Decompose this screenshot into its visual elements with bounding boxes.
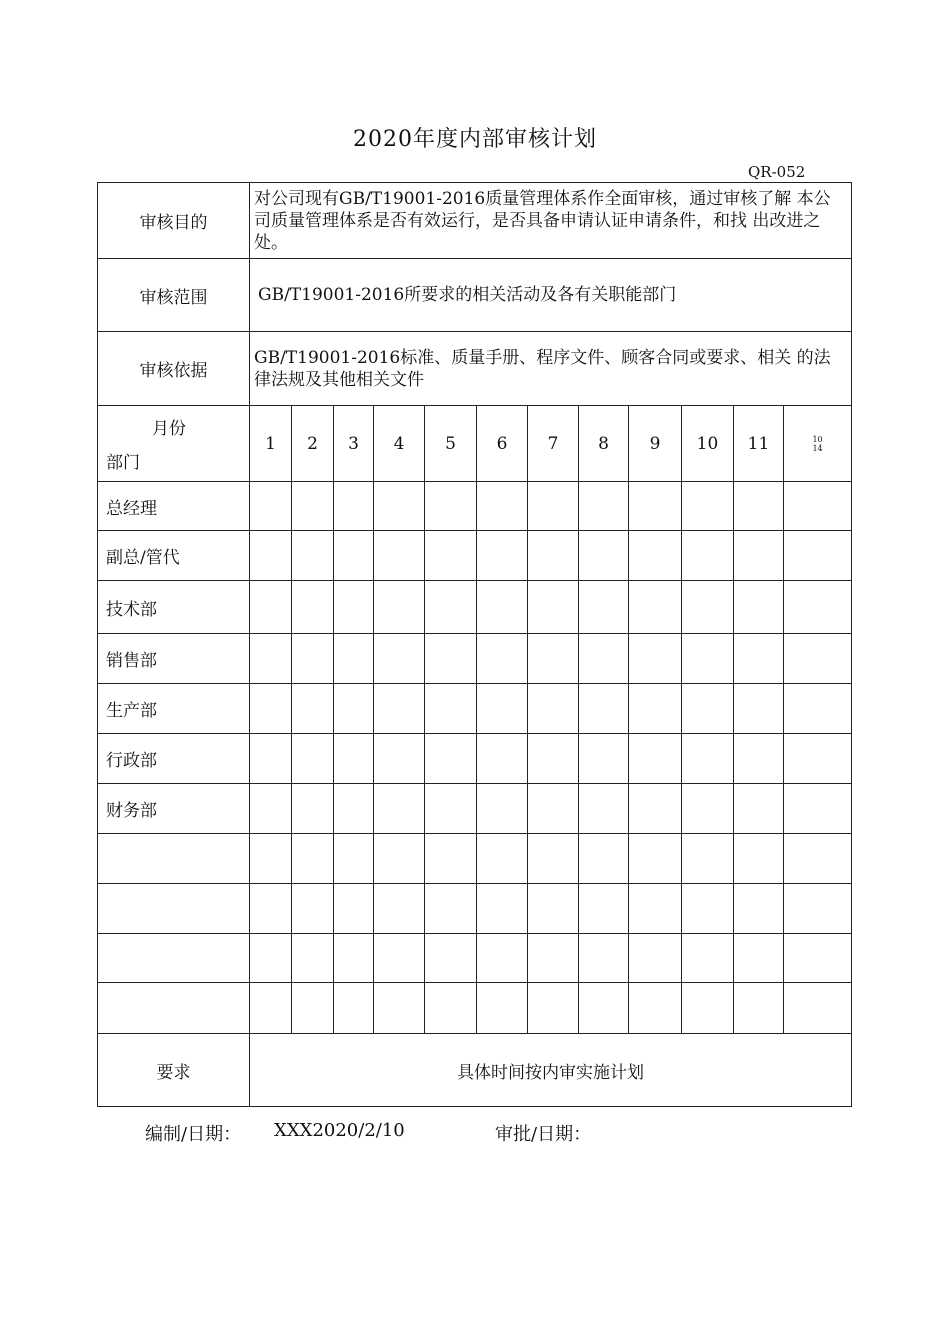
department-row xyxy=(98,634,852,684)
schedule-cell[interactable] xyxy=(250,934,292,983)
schedule-cell[interactable] xyxy=(334,834,374,884)
schedule-cell[interactable] xyxy=(250,734,292,784)
month-cell: 1 xyxy=(250,406,292,482)
department-name: 行政部 xyxy=(98,734,250,784)
schedule-cell[interactable] xyxy=(528,834,579,884)
schedule-cell[interactable] xyxy=(734,834,784,884)
month-cell: 2 xyxy=(292,406,334,482)
schedule-cell[interactable] xyxy=(629,531,682,581)
department-name xyxy=(98,884,250,934)
department-name: 总经理 xyxy=(98,482,250,531)
schedule-cell[interactable] xyxy=(292,884,334,934)
schedule-cell[interactable] xyxy=(629,684,682,734)
month-cell: 3 xyxy=(334,406,374,482)
schedule-cell[interactable] xyxy=(682,581,734,634)
schedule-cell[interactable] xyxy=(425,784,477,834)
department-name: 销售部 xyxy=(98,634,250,684)
schedule-cell[interactable] xyxy=(629,734,682,784)
schedule-cell[interactable] xyxy=(528,634,579,684)
basis-label: 审核依据 xyxy=(98,332,250,406)
schedule-cell[interactable] xyxy=(334,684,374,734)
scope-row xyxy=(98,259,852,332)
purpose-label: 审核目的 xyxy=(98,183,250,259)
department-row xyxy=(98,531,852,581)
schedule-cell[interactable] xyxy=(477,784,528,834)
basis-row xyxy=(98,332,852,406)
department-row xyxy=(98,482,852,531)
department-row xyxy=(98,581,852,634)
schedule-cell[interactable] xyxy=(477,884,528,934)
schedule-cell[interactable] xyxy=(682,634,734,684)
schedule-cell[interactable] xyxy=(528,482,579,531)
schedule-cell[interactable] xyxy=(784,834,852,884)
schedule-cell[interactable] xyxy=(374,634,425,684)
schedule-cell[interactable] xyxy=(629,983,682,1034)
schedule-cell[interactable] xyxy=(734,684,784,734)
schedule-cell[interactable] xyxy=(374,684,425,734)
document-code: QR-052 xyxy=(748,163,806,181)
schedule-cell[interactable] xyxy=(250,684,292,734)
schedule-cell[interactable] xyxy=(477,482,528,531)
prepared-value: XXX2020/2/10 xyxy=(274,1120,405,1141)
schedule-cell[interactable] xyxy=(784,934,852,983)
schedule-cell[interactable] xyxy=(682,934,734,983)
department-row xyxy=(98,884,852,934)
schedule-cell[interactable] xyxy=(477,983,528,1034)
scope-label: 审核范围 xyxy=(98,259,250,332)
schedule-cell[interactable] xyxy=(292,531,334,581)
department-rows xyxy=(98,482,852,1034)
department-row xyxy=(98,834,852,884)
schedule-cell[interactable] xyxy=(292,684,334,734)
schedule-cell[interactable] xyxy=(629,934,682,983)
month-cell: 5 xyxy=(425,406,477,482)
schedule-cell[interactable] xyxy=(629,634,682,684)
department-name: 技术部 xyxy=(98,581,250,634)
schedule-cell[interactable] xyxy=(734,934,784,983)
department-row xyxy=(98,684,852,734)
month-header-label: 月份 xyxy=(152,419,186,439)
schedule-cell[interactable] xyxy=(292,784,334,834)
schedule-cell[interactable] xyxy=(528,531,579,581)
schedule-cell[interactable] xyxy=(579,934,629,983)
schedule-cell[interactable] xyxy=(374,734,425,784)
schedule-cell[interactable] xyxy=(734,482,784,531)
schedule-cell[interactable] xyxy=(784,581,852,634)
schedule-cell[interactable] xyxy=(579,983,629,1034)
schedule-cell[interactable] xyxy=(784,884,852,934)
schedule-cell[interactable] xyxy=(477,531,528,581)
schedule-cell[interactable] xyxy=(334,734,374,784)
requirement-label: 要求 xyxy=(98,1034,250,1107)
schedule-cell[interactable] xyxy=(334,531,374,581)
schedule-cell[interactable] xyxy=(734,634,784,684)
schedule-cell[interactable] xyxy=(374,531,425,581)
schedule-cell[interactable] xyxy=(292,983,334,1034)
schedule-cell[interactable] xyxy=(682,784,734,834)
schedule-cell[interactable] xyxy=(477,684,528,734)
schedule-cell[interactable] xyxy=(579,684,629,734)
schedule-cell[interactable] xyxy=(734,581,784,634)
schedule-cell[interactable] xyxy=(528,784,579,834)
schedule-cell[interactable] xyxy=(784,482,852,531)
schedule-cell[interactable] xyxy=(374,784,425,834)
schedule-cell[interactable] xyxy=(579,834,629,884)
schedule-cell[interactable] xyxy=(629,834,682,884)
schedule-cell[interactable] xyxy=(629,884,682,934)
month-cell: 11 xyxy=(734,406,784,482)
purpose-row xyxy=(98,183,852,259)
month-cell: 10 xyxy=(682,406,734,482)
schedule-cell[interactable] xyxy=(579,784,629,834)
schedule-cell[interactable] xyxy=(784,684,852,734)
schedule-cell[interactable] xyxy=(334,581,374,634)
schedule-cell[interactable] xyxy=(734,531,784,581)
department-name xyxy=(98,983,250,1034)
department-row xyxy=(98,784,852,834)
department-row xyxy=(98,934,852,983)
schedule-cell[interactable] xyxy=(682,983,734,1034)
schedule-cell[interactable] xyxy=(734,884,784,934)
month-cell: 8 xyxy=(579,406,629,482)
schedule-cell[interactable] xyxy=(528,684,579,734)
schedule-cell[interactable] xyxy=(250,884,292,934)
month-cell: 7 xyxy=(528,406,579,482)
last-month-top: 10 xyxy=(812,434,823,444)
schedule-cell[interactable] xyxy=(374,581,425,634)
schedule-cell[interactable] xyxy=(629,581,682,634)
schedule-cell[interactable] xyxy=(334,934,374,983)
prepared-label: 编制/日期： xyxy=(145,1124,242,1145)
basis-text: GB/T19001-2016标准、质量手册、程序文件、顾客合同或要求、相关 的法律法规及其他相关文件 xyxy=(250,332,852,406)
schedule-cell[interactable] xyxy=(292,934,334,983)
schedule-cell[interactable] xyxy=(477,634,528,684)
schedule-cell[interactable] xyxy=(292,634,334,684)
month-dept-header-cell xyxy=(98,406,250,482)
schedule-cell[interactable] xyxy=(374,482,425,531)
schedule-cell[interactable] xyxy=(250,581,292,634)
department-name: 财务部 xyxy=(98,784,250,834)
schedule-cell[interactable] xyxy=(528,581,579,634)
requirement-row xyxy=(98,1034,852,1107)
schedule-cell[interactable] xyxy=(334,884,374,934)
schedule-cell[interactable] xyxy=(477,934,528,983)
schedule-cell[interactable] xyxy=(425,581,477,634)
month-cell-last xyxy=(784,406,852,482)
schedule-cell[interactable] xyxy=(734,734,784,784)
schedule-cell[interactable] xyxy=(250,983,292,1034)
last-month-bottom: 14 xyxy=(812,443,823,453)
schedule-cell[interactable] xyxy=(477,581,528,634)
schedule-cell[interactable] xyxy=(579,482,629,531)
schedule-cell[interactable] xyxy=(477,734,528,784)
schedule-cell[interactable] xyxy=(334,634,374,684)
schedule-cell[interactable] xyxy=(425,934,477,983)
schedule-cell[interactable] xyxy=(682,482,734,531)
audit-plan-table xyxy=(97,182,852,1107)
schedule-cell[interactable] xyxy=(425,482,477,531)
schedule-cell[interactable] xyxy=(579,531,629,581)
schedule-cell[interactable] xyxy=(784,531,852,581)
schedule-cell[interactable] xyxy=(334,482,374,531)
schedule-cell[interactable] xyxy=(425,834,477,884)
schedule-cell[interactable] xyxy=(682,531,734,581)
schedule-cell[interactable] xyxy=(425,734,477,784)
schedule-cell[interactable] xyxy=(250,531,292,581)
schedule-cell[interactable] xyxy=(250,784,292,834)
schedule-cell[interactable] xyxy=(425,983,477,1034)
department-row xyxy=(98,734,852,784)
schedule-cell[interactable] xyxy=(292,734,334,784)
schedule-cell[interactable] xyxy=(528,983,579,1034)
schedule-cell[interactable] xyxy=(682,834,734,884)
department-name xyxy=(98,834,250,884)
schedule-cell[interactable] xyxy=(682,884,734,934)
schedule-cell[interactable] xyxy=(734,983,784,1034)
schedule-cell[interactable] xyxy=(425,531,477,581)
department-name: 副总/管代 xyxy=(98,531,250,581)
scope-text: GB/T19001-2016所要求的相关活动及各有关职能部门 xyxy=(250,259,852,332)
schedule-cell[interactable] xyxy=(784,634,852,684)
schedule-cell[interactable] xyxy=(292,834,334,884)
schedule-cell[interactable] xyxy=(579,581,629,634)
schedule-cell[interactable] xyxy=(682,734,734,784)
schedule-cell[interactable] xyxy=(784,734,852,784)
schedule-cell[interactable] xyxy=(292,482,334,531)
schedule-cell[interactable] xyxy=(425,634,477,684)
schedule-cell[interactable] xyxy=(734,784,784,834)
approved-label: 审批/日期： xyxy=(495,1124,592,1145)
schedule-cell[interactable] xyxy=(425,884,477,934)
schedule-cell[interactable] xyxy=(374,934,425,983)
schedule-cell[interactable] xyxy=(528,884,579,934)
schedule-cell[interactable] xyxy=(334,983,374,1034)
schedule-cell[interactable] xyxy=(784,983,852,1034)
department-row xyxy=(98,983,852,1034)
department-name xyxy=(98,934,250,983)
schedule-cell[interactable] xyxy=(528,934,579,983)
schedule-cell[interactable] xyxy=(579,634,629,684)
month-cell: 4 xyxy=(374,406,425,482)
schedule-cell[interactable] xyxy=(374,834,425,884)
schedule-cell[interactable] xyxy=(629,482,682,531)
month-header-row xyxy=(98,406,852,482)
dept-header-label: 部门 xyxy=(106,453,140,473)
schedule-cell[interactable] xyxy=(629,784,682,834)
schedule-cell[interactable] xyxy=(579,734,629,784)
schedule-cell[interactable] xyxy=(682,684,734,734)
page-title: 2020年度内部审核计划 xyxy=(353,127,597,152)
schedule-cell[interactable] xyxy=(528,734,579,784)
schedule-cell[interactable] xyxy=(292,581,334,634)
month-cell: 6 xyxy=(477,406,528,482)
schedule-cell[interactable] xyxy=(374,983,425,1034)
schedule-cell[interactable] xyxy=(425,684,477,734)
schedule-cell[interactable] xyxy=(250,834,292,884)
month-cell: 9 xyxy=(629,406,682,482)
schedule-cell[interactable] xyxy=(334,784,374,834)
schedule-cell[interactable] xyxy=(250,634,292,684)
schedule-cell[interactable] xyxy=(477,834,528,884)
department-name: 生产部 xyxy=(98,684,250,734)
schedule-cell[interactable] xyxy=(784,784,852,834)
schedule-cell[interactable] xyxy=(250,482,292,531)
requirement-text: 具体时间按内审实施计划 xyxy=(250,1034,852,1107)
schedule-cell[interactable] xyxy=(374,884,425,934)
schedule-cell[interactable] xyxy=(579,884,629,934)
purpose-text: 对公司现有GB/T19001-2016质量管理体系作全面审核，通过审核了解 本公司质量管理体系是否有效运行，是否具备申请认证申请条件，和找 出改进之处。 xyxy=(250,183,852,259)
